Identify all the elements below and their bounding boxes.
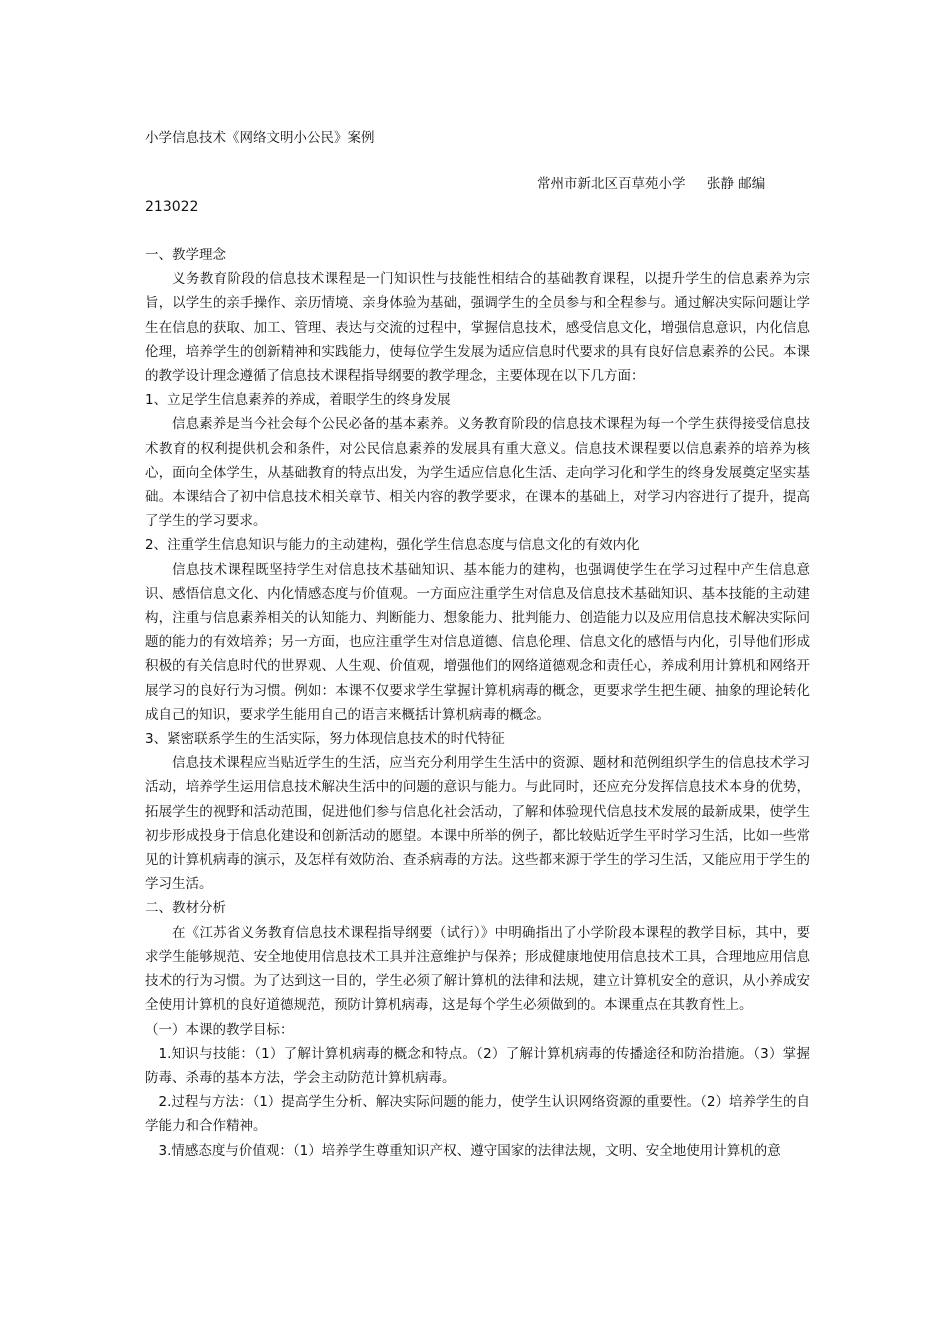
document-title: 小学信息技术《网络文明小公民》案例	[145, 130, 375, 146]
paragraph: 信息素养是当今社会每个公民必备的基本素养。义务教育阶段的信息技术课程为每一个学生获得接受信息技术教育的权利提供机会和条件，对公民信息素养的发展具有重大意义。信息技术课程要以信息素养的培养为核心，面向全体学生，从基础教育的特点出发，为学生适应信息化生活、走向学习化和学生的终身发展奠定坚实基础。本课结合了初中信息技术相关章节、相关内容的教学要求，在课本的基础上，对学习内容进行了提升，提高了学生的学习要求。	[145, 416, 810, 530]
subheading: 2、注重学生信息知识与能力的主动建构，强化学生信息态度与信息文化的有效内化	[145, 537, 640, 554]
postal-code: 213022	[145, 199, 199, 215]
paragraph: 信息技术课程既坚持学生对信息技术基础知识、基本能力的建构，也强调使学生在学习过程中产生信息意识、感悟信息文化、内化情感态度与价值观。一方面应注重学生对信息及信息技术基础知识、基本技能的主动建构，注重与信息素养相关的认知能力、判断能力、想象能力、批判能力、创造能力以及应用信息技术解决实际问题的能力的有效培养；另一方面，也应注重学生对信息道德、信息伦理、信息文化的感悟与内化，引导他们形成积极的有关信息时代的世界观、人生观、价值观，增强他们的网络道德观念和责任心，养成利用计算机和网络开展学习的良好行为习惯。例如：本课不仅要求学生掌握计算机病毒的概念，更要求学生把生硬、抽象的理论转化成自己的知识，要求学生能用自己的语言来概括计算机病毒的概念。	[145, 561, 810, 723]
paragraph: 义务教育阶段的信息技术课程是一门知识性与技能性相结合的基础教育课程，以提升学生的信息素养为宗旨，以学生的亲手操作、亲历情境、亲身体验为基础，强调学生的全员参与和全程参与。通过解决实际问题让学生在信息的获取、加工、管理、表达与交流的过程中，掌握信息技术，感受信息文化，增强信息意识，内化信息伦理，培养学生的创新精神和实践能力，使每位学生发展为适应信息时代要求的具有良好信息素养的公民。本课的教学设计理念遵循了信息技术课程指导纲要的教学理念，主要体现在以下几方面：	[145, 271, 810, 385]
subheading: 3、紧密联系学生的生活实际，努力体现信息技术的时代特征	[145, 731, 505, 748]
author-line: 常州市新北区百草苑小学 张静 邮编	[537, 176, 766, 192]
subheading: 1、立足学生信息素养的养成，着眼学生的终身发展	[145, 392, 451, 409]
goal-item: 2.过程与方法：（1）提高学生分析、解决实际问题的能力，使学生认识网络资源的重要性。（2）培养学生的自学能力和合作精神。	[145, 1094, 810, 1135]
paragraph: 信息技术课程应当贴近学生的生活，应当充分利用学生生活中的资源、题材和范例组织学生的信息技术学习活动，培养学生运用信息技术解决生活中的问题的意识与能力。与此同时，还应充分发挥信息技术本身的优势，拓展学生的视野和活动范围，促进他们参与信息化社会活动，了解和体验现代信息技术发展的最新成果，使学生初步形成投身于信息化建设和创新活动的愿望。本课中所举的例子，都比较贴近学生平时学习生活，比如一些常见的计算机病毒的演示，及怎样有效防治、查杀病毒的方法。这些都来源于学生的学习生活，又能应用于学生的学习生活。	[145, 755, 810, 893]
document-body	[145, 243, 810, 1163]
paragraph: 在《江苏省义务教育信息技术课程指导纲要（试行）》中明确指出了小学阶段本课程的教学目标，其中，要求学生能够规范、安全地使用信息技术工具并注意维护与保养；形成健康地使用信息技术工具，合理地应用信息技术的行为习惯。为了达到这一目的，学生必须了解计算机的法律和法规，建立计算机安全的意识，从小养成安全使用计算机的良好道德规范，预防计算机病毒，这是每个学生必须做到的。本课重点在其教育性上。	[145, 924, 810, 1014]
section-heading: 二、教材分析	[145, 900, 226, 917]
goal-item: 3.情感态度与价值观：（1）培养学生尊重知识产权、遵守国家的法律法规，文明、安全地使用计算机的意	[158, 1142, 781, 1159]
subheading: （一）本课的教学目标：	[145, 1021, 294, 1038]
section-heading: 一、教学理念	[145, 247, 226, 263]
goal-item: 1.知识与技能：（1）了解计算机病毒的概念和特点。（2）了解计算机病毒的传播途径和防治措施。（3）掌握防毒、杀毒的基本方法，学会主动防范计算机病毒。	[145, 1045, 810, 1086]
